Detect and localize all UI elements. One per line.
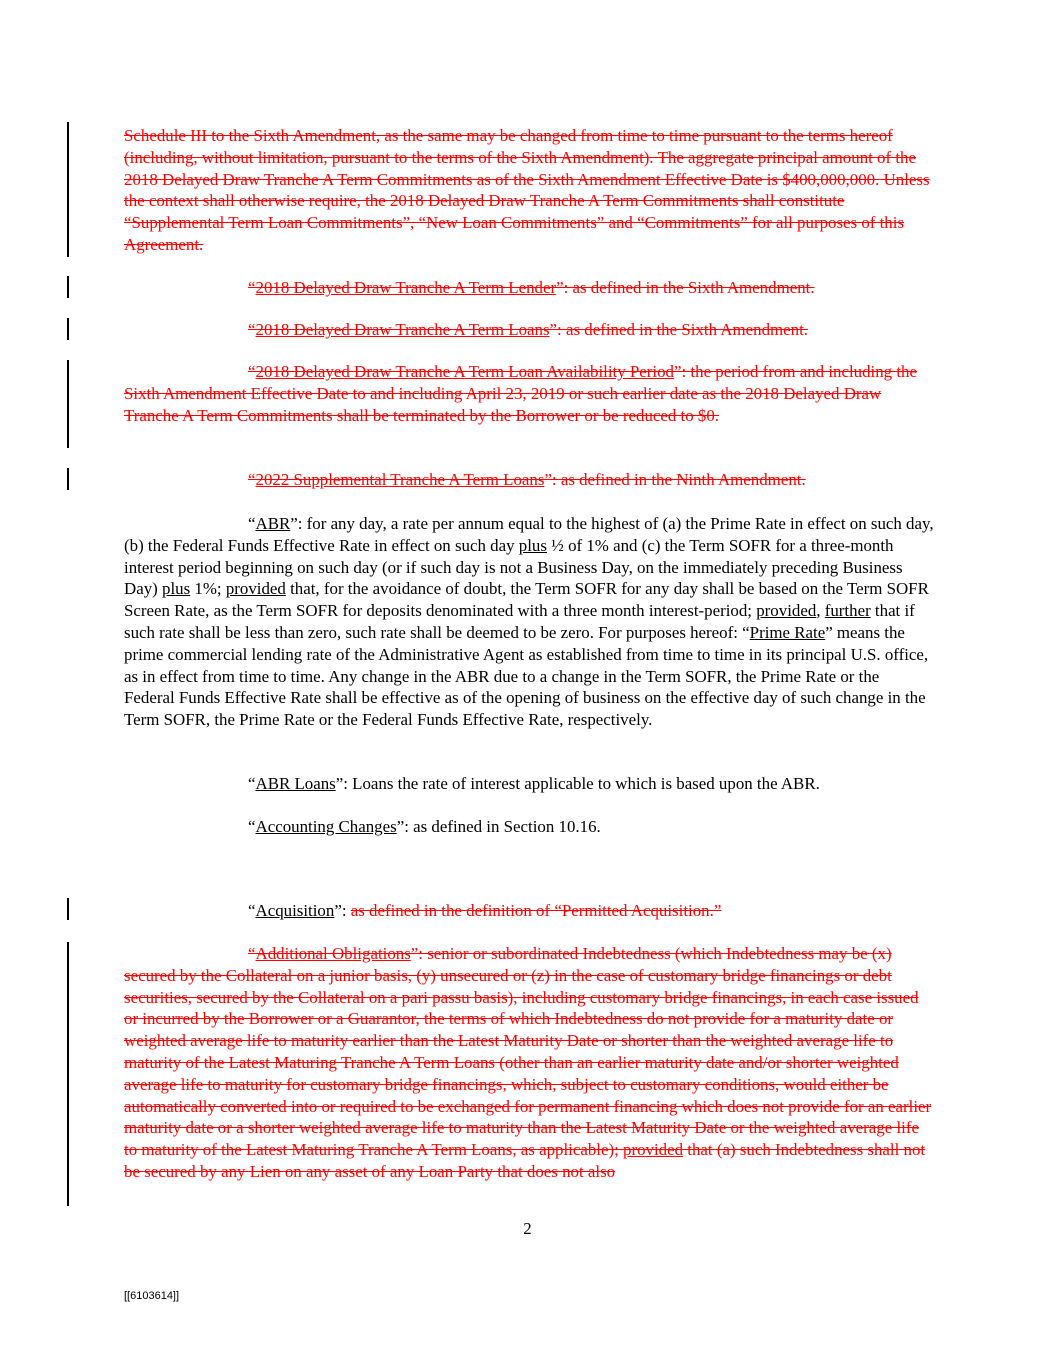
paragraph-schedule-iii — [124, 125, 934, 256]
definition-additional-obligations: “Additional Obligations”: senior or subordinated Indebtedness (which Indebtedness may be (x) secured by the Collateral on a junior basis, (y) unsecured or (z) in the case of customary bridge financings or debt securities, secured by the Collateral on a pari passu basis), including customary bridge financings, in each case issued or incurred by the Borrower or a Guarantor, the terms of which Indebtedness do not provide for a maturity date or weighted average life to maturity earlier than the Latest Maturity Date or shorter than the weighted average life to maturity of the Latest Maturing Tranche A Term Loans (other than an earlier maturity date and/or shorter weighted average life to maturity for customary bridge financings, which, subject to customary conditions, would either be automatically converted into or required to be exchanged for permanent financing which does not provide for an earlier maturity date or a shorter weighted average life to maturity than the Latest Maturity Date or the weighted average life to maturity of the Latest Maturing Tranche A Term Loans, as applicable); provided that (a) such Indebtedness shall not be secured by any Lien on any asset of any Loan Party that does not also — [124, 944, 932, 1181]
change-bar — [67, 318, 69, 340]
defined-term: 2018 Delayed Draw Tranche A Term Loans — [255, 320, 550, 339]
definition-acquisition: “Acquisition”: as defined in the definition of “Permitted Acquisition.” — [248, 901, 722, 920]
definition-2018-ddtl-availability-period: “2018 Delayed Draw Tranche A Term Loan Availability Period”: the period from and including the Sixth Amendment Effective Date to and including April 23, 2019 or such earlier date as the 2018 Delayed Draw Tranche A Term Commitments shall be terminated by the Borrower or be reduced to $0. — [124, 362, 917, 425]
defined-term: 2022 Supplemental Tranche A Term Loans — [255, 470, 545, 489]
defined-term: Acquisition — [255, 901, 335, 920]
defined-term: 2018 Delayed Draw Tranche A Term Loan Availability Period — [255, 362, 675, 381]
page-number: 2 — [523, 1219, 532, 1238]
change-bar — [67, 468, 69, 490]
definition-2018-ddtl-loans: “2018 Delayed Draw Tranche A Term Loans”: as defined in the Sixth Amendment. — [248, 320, 809, 339]
change-bar — [67, 942, 69, 1206]
change-bar — [67, 276, 69, 298]
deleted-text: Schedule III to the Sixth Amendment, as the same may be changed from time to time pursuant to the terms hereof (including, without limitation, pursuant to the terms of the Sixth Amendment). The aggregate principal amount of the 2018 Delayed Draw Tranche A Term Commitments as of the Sixth Amendment Effective Date is $400,000,000. Unless the context shall otherwise require, the 2018 Delayed Draw Tranche A Term Commitments shall constitute “Supplemental Term Loan Commitments”, “New Loan Commitments” and “Commitments” for all purposes of this Agreement. — [124, 126, 930, 254]
deleted-text: as defined in the definition of “Permitted Acquisition.” — [350, 901, 722, 920]
definition-2018-ddtl-lender: “2018 Delayed Draw Tranche A Term Lender”: as defined in the Sixth Amendment. — [248, 278, 815, 297]
defined-term: ABR Loans — [255, 774, 336, 793]
change-bar — [67, 898, 69, 920]
change-bar — [67, 360, 69, 448]
document-id: [[6103614]] — [124, 1290, 180, 1302]
change-bar — [67, 122, 69, 257]
definition-2022-supplemental-loans: “2022 Supplemental Tranche A Term Loans”: as defined in the Ninth Amendment. — [248, 470, 806, 489]
defined-term: ABR — [255, 514, 291, 533]
definition-abr: “ABR”: for any day, a rate per annum equal to the highest of (a) the Prime Rate in effect on such day, (b) the Federal Funds Effective Rate in effect on such day plus ½ of 1% and (c) the Term SOFR for a three-month interest period beginning on such day (or if such day is not a Business Day, on the immediately preceding Business Day) plus 1%; provided that, for the avoidance of doubt, the Term SOFR for any day shall be based on the Term SOFR Screen Rate, as the Term SOFR for deposits denominated with a three month interest-period; provided, further that if such rate shall be less than zero, such rate shall be deemed to be zero. For purposes hereof: “Prime Rate” means the prime commercial lending rate of the Administrative Agent as established from time to time in its principal U.S. office, as in effect from time to time. Any change in the ABR due to a change in the Term SOFR, the Prime Rate or the Federal Funds Effective Rate shall be effective as of the opening of business on the effective day of such change in the Term SOFR, the Prime Rate or the Federal Funds Effective Rate, respectively. — [124, 514, 934, 730]
defined-term: Accounting Changes — [255, 817, 397, 836]
defined-term: 2018 Delayed Draw Tranche A Term Lender — [255, 278, 557, 297]
defined-term: Additional Obligations — [255, 944, 411, 963]
definition-abr-loans: “ABR Loans”: Loans the rate of interest applicable to which is based upon the ABR. — [248, 774, 820, 793]
definition-accounting-changes: “Accounting Changes”: as defined in Section 10.16. — [248, 817, 601, 836]
